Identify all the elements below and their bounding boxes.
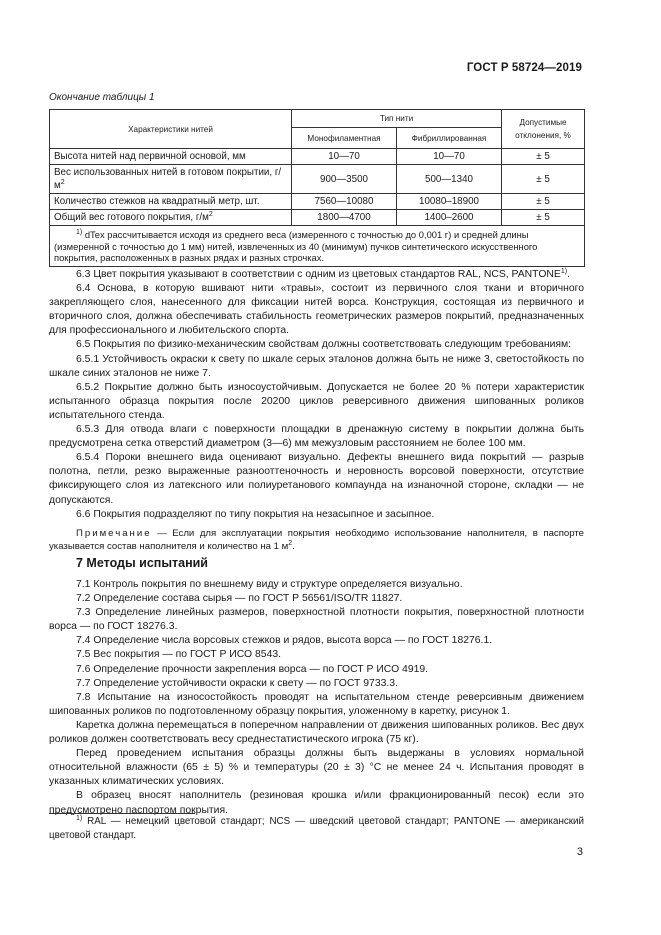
paragraph-6-5: 6.5 Покрытия по физико-механическим свойствам должны соответствовать следующим требованиям: xyxy=(76,339,572,351)
note-label: Примечание xyxy=(76,527,152,539)
row-name: Вес использованных нитей в готовом покрытии, $г/м^2$ xyxy=(50,165,292,194)
row-mono: 900—3500 xyxy=(292,165,397,194)
row-mono: 1800—4700 xyxy=(292,210,397,226)
paragraph-7-8-conditioning: Перед проведением испытания образцы должны быть выдержаны в условиях нормальной относительной влажности (65 ± 5) % и температуры (20 ± 3) °С не менее 24 ч. Испытания проводят в указанных климатических условиях. xyxy=(49,748,584,788)
header-thread-type: Тип нити xyxy=(292,110,502,128)
row-fibr: 10080–18900 xyxy=(397,194,502,210)
table-row xyxy=(50,210,585,226)
row-fibr: 500—1340 xyxy=(397,165,502,194)
table-row xyxy=(50,149,585,165)
header-fibrillated: Фибриллированная xyxy=(397,128,502,149)
row-fibr: 10—70 xyxy=(397,149,502,165)
table-footnote-row xyxy=(50,226,585,267)
footnote-separator xyxy=(49,813,195,814)
row-tolerance: ± 5 xyxy=(502,194,585,210)
row-mono: 7560—10080 xyxy=(292,194,397,210)
paragraph-6-5-3: 6.5.3 Для отвода влаги с поверхности площадки в дренажную систему в покрытии должна быть предусмотрена сетка отверстий диаметром (3—6) мм межузловым расстоянием не более 100 мм. xyxy=(49,424,584,450)
paragraph-6-5-1: 6.5.1 Устойчивость окраски к свету по шкале серых эталонов должна быть не ниже 3, светостойкость по шкале синих эталонов не ниже 7. xyxy=(49,353,584,379)
row-name: Общий вес готового покрытия, $г/м^2$ xyxy=(50,210,292,226)
paragraph-7-8-carriage: Каретка должна перемещаться в поперечном направлении от движения шипованных роликов. Вес двух роликов должен соответствовать весу среднестатистического игрока (75 кг). xyxy=(49,719,584,746)
paragraph-6-3: 6.3 Цвет покрытия указывают в соответствии с одним из цветовых стандартов RAL, NCS, PANTONE$^{1)}$. xyxy=(76,268,570,280)
page-footnote: $^{1)}$ RAL — немецкий цветовой стандарт; NCS — шведский цветовой стандарт; PANTONE — американский цветовой стандарт. xyxy=(49,815,584,841)
row-tolerance: ± 5 xyxy=(502,165,585,194)
row-mono: 10—70 xyxy=(292,149,397,165)
row-fibr: 1400–2600 xyxy=(397,210,502,226)
table-row xyxy=(50,165,585,194)
paragraph-6-4: 6.4 Основа, в которую вшивают нити «травы», состоит из первичного слоя ткани и вторичного закрепляющего слоя, нанесенного для фиксации нитей ворса. Конструкция, состоящая из первичного и вторичного слоя, должна обеспечивать стабильность геометрических размеров покрытий, предназначенных для профессионального и любительского спорта. xyxy=(49,283,584,337)
document-id: ГОСТ Р 58724—2019 xyxy=(466,62,582,74)
header-monofilament: Монофиламентная xyxy=(292,128,397,149)
paragraph-7-8-filler: В образец вносят наполнитель (резиновая крошка и/или фракционированный песок) если это предусмотрено паспортом покрытия. xyxy=(49,790,584,816)
paragraph-6-5-4: 6.5.4 Пороки внешнего вида оценивают визуально. Дефекты внешнего вида покрытий — разрыв полотна, петли, резко выраженные разнооттеночность и неровность ворсовой поверхности, отсутствие фиксирующего слоя из латексного или полиуретанового компаунда на изнаночной стороне, складки — не допускаются. xyxy=(49,452,584,506)
paragraph-6-5-2: 6.5.2 Покрытие должно быть износоустойчивым. Допускается не более 20 % потери характеристик испытанного образца покрытия после 20200 циклов реверсивного движения шипованных роликов испытательного стенда. xyxy=(49,381,584,421)
note: Примечание — Если для эксплуатации покрытия необходимо использование наполнителя, в паспорте указывается состав наполнителя и количество на 1 $м^2$. xyxy=(49,527,584,552)
row-tolerance: ± 5 xyxy=(502,149,585,165)
section-7-text xyxy=(49,556,584,818)
row-name: Количество стежков на квадратный метр, шт. xyxy=(50,194,292,210)
table-caption: Окончание таблицы 1 xyxy=(49,92,155,103)
paragraph-7-7: 7.7 Определение устойчивости окраски к свету — по ГОСТ 9733.3. xyxy=(76,677,398,689)
paragraph-7-6: 7.6 Определение прочности закрепления ворса — по ГОСТ Р ИСО 4919. xyxy=(76,663,429,675)
paragraph-6-6: 6.6 Покрытия подразделяют по типу покрытия на незасыпное и засыпное. xyxy=(76,508,435,520)
section-7-heading: 7 Методы испытаний xyxy=(76,556,208,570)
paragraph-7-2: 7.2 Определение состава сырья — по ГОСТ Р 56561/ISO/TR 11827. xyxy=(76,593,403,605)
paragraph-7-3: 7.3 Определение линейных размеров, поверхностной плотности покрытия, поверхностной плотности ворса — по ГОСТ 18276.3. xyxy=(49,607,584,633)
paragraph-7-5: 7.5 Вес покрытия — по ГОСТ Р ИСО 8543. xyxy=(76,649,282,661)
table-row xyxy=(50,194,585,210)
table-footnote: $^{1)}$ dTex рассчитывается исходя из среднего веса (измеренного с точностью до 0,001 г) и средней длины (измеренной с точностью до 1 мм) нитей, извлеченных из 40 (минимум) пучков синтетического искусственного покрытия, расположенных в разных рядах и разных строчках. xyxy=(50,226,585,267)
paragraph-7-4: 7.4 Определение числа ворсовых стежков и рядов, высота ворса — по ГОСТ 18276.1. xyxy=(76,635,493,647)
table-header-row xyxy=(50,110,585,128)
page-number: 3 xyxy=(576,846,583,858)
section-6-text xyxy=(49,268,584,553)
row-name: Высота нитей над первичной основой, мм xyxy=(50,149,292,165)
paragraph-7-8: 7.8 Испытание на износостойкость проводят на испытательном стенде реверсивным движением шипованных роликов по подготовленному образцу покрытия, уложенному в каретку, рисунок 1. xyxy=(49,691,584,717)
header-characteristic: Характеристики нитей xyxy=(50,110,292,149)
paragraph-7-1: 7.1 Контроль покрытия по внешнему виду и структуре определяется визуально. xyxy=(76,579,463,590)
header-tolerance: Допустимые отклонения, % xyxy=(502,110,585,149)
characteristics-table xyxy=(49,109,585,267)
row-tolerance: ± 5 xyxy=(502,210,585,226)
